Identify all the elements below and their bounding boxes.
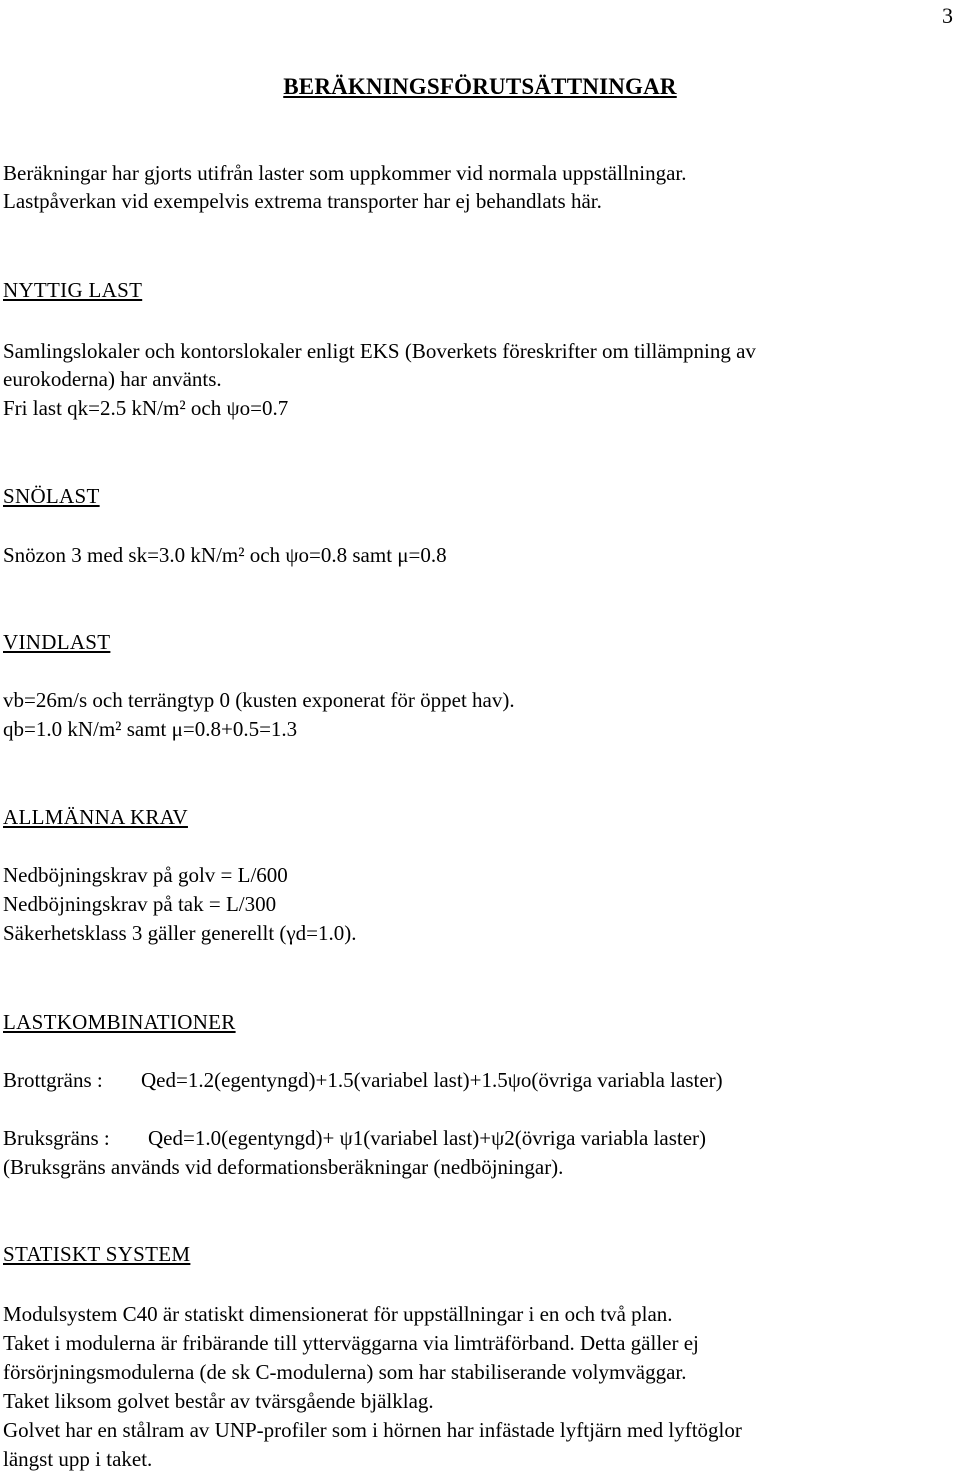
snolast-line-1: Snözon 3 med sk=3.0 kN/m² och ψo=0.8 samt μ=0.8: [3, 543, 447, 567]
statiskt-line-1: Modulsystem C40 är statiskt dimensionerat för uppställningar i en och två plan.: [3, 1302, 673, 1326]
statiskt-line-2: Taket i modulerna är fribärande till ytterväggarna via limträförband. Detta gäller ej: [3, 1331, 699, 1355]
vindlast-line-1: vb=26m/s och terrängtyp 0 (kusten exponerat för öppet hav).: [3, 688, 515, 712]
intro-line-2: Lastpåverkan vid exempelvis extrema transporter har ej behandlats här.: [3, 189, 602, 213]
krav-line-1: Nedböjningskrav på golv = L/600: [3, 863, 288, 887]
nyttig-last-line-2: eurokoderna) har använts.: [3, 367, 222, 391]
intro-line-1: Beräkningar har gjorts utifrån laster som uppkommer vid normala uppställningar.: [3, 161, 687, 185]
heading-statiskt-system: STATISKT SYSTEM: [3, 1242, 191, 1266]
page-number: 3: [942, 3, 953, 28]
krav-line-2: Nedböjningskrav på tak = L/300: [3, 892, 277, 916]
heading-lastkombinationer: LASTKOMBINATIONER: [3, 1010, 236, 1034]
bruksgrans-note: (Bruksgräns används vid deformationsberäkningar (nedböjningar).: [3, 1155, 564, 1179]
heading-allmanna-krav: ALLMÄNNA KRAV: [3, 805, 188, 829]
heading-nyttig-last: NYTTIG LAST: [3, 278, 143, 302]
krav-line-3: Säkerhetsklass 3 gäller generellt (γd=1.0).: [3, 921, 357, 945]
brottgrans-label: Brottgräns :: [3, 1068, 103, 1092]
bruksgrans-formula: Qed=1.0(egentyngd)+ ψ1(variabel last)+ψ2(övriga variabla laster): [148, 1126, 707, 1150]
statiskt-line-6: längst upp i taket.: [3, 1447, 153, 1471]
statiskt-line-3: försörjningsmodulerna (de sk C-modulerna) som har stabiliserande volymväggar.: [3, 1360, 687, 1384]
nyttig-last-line-1: Samlingslokaler och kontorslokaler enligt EKS (Boverkets föreskrifter om tillämpning av: [3, 339, 756, 363]
statiskt-line-5: Golvet har en stålram av UNP-profiler som i hörnen har infästade lyftjärn med lyftöglor: [3, 1418, 742, 1442]
page-title: BERÄKNINGSFÖRUTSÄTTNINGAR: [283, 74, 677, 99]
heading-vindlast: VINDLAST: [3, 630, 111, 654]
heading-snolast: SNÖLAST: [3, 484, 100, 508]
vindlast-line-2: qb=1.0 kN/m² samt μ=0.8+0.5=1.3: [3, 717, 298, 741]
nyttig-last-line-3: Fri last qk=2.5 kN/m² och ψo=0.7: [3, 396, 289, 420]
statiskt-line-4: Taket liksom golvet består av tvärsgående bjälklag.: [3, 1389, 434, 1413]
bruksgrans-label: Bruksgräns :: [3, 1126, 110, 1150]
brottgrans-formula: Qed=1.2(egentyngd)+1.5(variabel last)+1.5ψo(övriga variabla laster): [141, 1068, 723, 1092]
